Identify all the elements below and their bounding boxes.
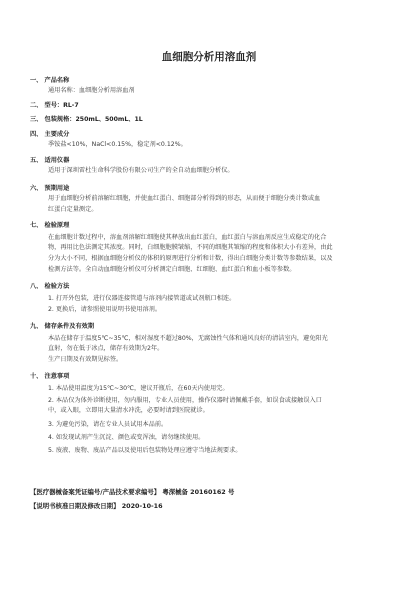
section-heading: 六、 预期用途: [30, 185, 70, 192]
section-heading: 五、 适用仪器: [30, 157, 70, 164]
section-text-line: 2. 更换后，请参照使用说明书使用溶剂。: [48, 306, 162, 313]
section-text-line: 中，或入眼，立即用大量清水冲洗，必要时请到医院就诊。: [48, 407, 209, 414]
section-text-line: 2. 本品仅为体外诊断使用，勿内服用，专业人员使用，操作仪器时请佩戴手套，如误食或接触误入口: [48, 397, 322, 404]
section-heading: 三、 包装规格：250mL、500mL、1L: [30, 116, 143, 123]
section-text-line: 5. 废液、废物、废品产品以及使用后包装物处理应遵守当地法规要求。: [48, 447, 242, 454]
footer-value: 2020-10-16: [119, 502, 163, 510]
section-text-line: 适用于深圳雷杜生命科学股份有限公司生产的全自动血细胞分析仪。: [48, 167, 234, 174]
section-heading: 七、 检验原理: [30, 222, 70, 229]
footer-line: [30, 488, 390, 497]
section-text-line: 本品在储存于温度5℃~35℃，相对湿度不超过80%，无腐蚀性气体和通风良好的清洁室内，避免阳光: [48, 335, 328, 342]
section-text-line: 生产日期及有效期见标签。: [48, 356, 123, 363]
section-text-line: 分为大小不同，根据血细胞分析仪的体积的原理进行分析和计数，得出白细胞分类计数等参数结果，以及: [48, 255, 333, 262]
section-text-line: 通用名称：血细胞分析用溶血剂: [48, 87, 135, 94]
section-text-line: 直射，勿在低于冰点，储存有效期为2年。: [48, 345, 164, 352]
section-heading: 八、 检验方法: [30, 283, 70, 290]
section-heading: 一、 产品名称: [30, 77, 70, 84]
footer-line: [30, 502, 390, 511]
section-text-line: 3. 为避免污染，请在专业人员试用本品前。: [48, 421, 168, 428]
footer-label: 【说明书核准日期及修改日期】: [30, 502, 120, 510]
section-heading: 十、 注意事项: [30, 373, 70, 380]
section-text-line: 用于血细胞分析前溶解红细胞，并使血红蛋白、细胞部分析得到的形态，从而便于细胞分类计数或血: [48, 195, 321, 202]
section-text-line: 1. 打开外包装，进行仪器连接管道与溶剂内接管道或试剂瓶口相连。: [48, 295, 236, 302]
section-text-line: 物，再用比色法测定其浓度。同时，白细胞胞膜皱缩，不同的细胞其皱缩的程度和体积大小有差异，由此: [48, 244, 333, 251]
section-text-line: 1. 本品使用温度为15℃~30℃，建议开瓶后，在60天内使用完。: [48, 385, 229, 392]
section-text-line: 4. 如发现试剂产生沉淀、颜色或变浑浊，请勿继续使用。: [48, 434, 205, 441]
document-title: 血细胞分析用溶血剂: [161, 51, 257, 63]
section-heading: 四、 主要成分: [30, 131, 70, 138]
section-text-line: 检测方法等。全自动血细胞分析仪可分析测定白细胞、红细胞、血红蛋白和血小板等参数。: [48, 266, 296, 273]
footer-value: 粤深械备 20160162 号: [160, 488, 235, 496]
section-text-line: 季铵盐<10%，NaCl<0.15%，稳定剂<0.12%。: [48, 141, 187, 148]
section-text-line: 在血细胞计数过程中，溶血剂溶解红细胞使其释放出血红蛋白，血红蛋白与溶血剂反应生成稳定的化合: [48, 234, 327, 241]
footer-label: 【医疗器械备案凭证编号/产品技术要求编号】: [30, 488, 161, 496]
section-heading: 九、 储存条件及有效期: [30, 323, 95, 330]
section-text-line: 红蛋白定量测定。: [48, 206, 98, 213]
section-heading: 二、 型号：RL-7: [30, 102, 79, 109]
